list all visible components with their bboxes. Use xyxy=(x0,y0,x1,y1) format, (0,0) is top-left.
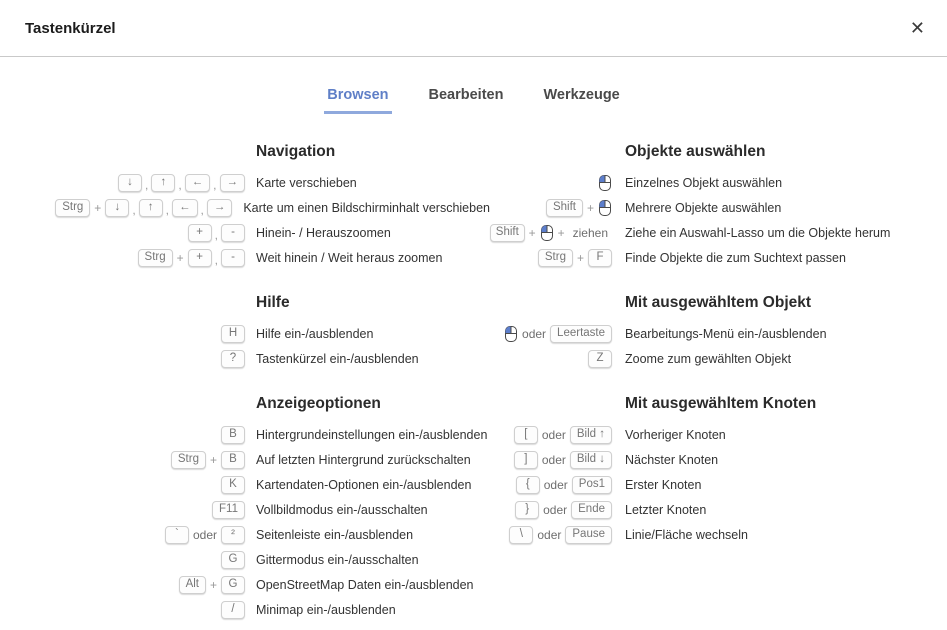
shortcut-row xyxy=(490,220,947,245)
keys-cell xyxy=(490,175,612,191)
keycap: Shift xyxy=(490,224,525,242)
keycap: ↑ xyxy=(139,199,163,217)
shortcut-label: Minimap ein-/ausblenden xyxy=(256,602,396,617)
keycap: Ende xyxy=(571,501,612,519)
separator: + xyxy=(586,200,594,215)
shortcut-label: Letzter Knoten xyxy=(625,502,707,517)
tab-browsen[interactable]: Browsen xyxy=(324,87,391,114)
shortcut-label: Einzelnes Objekt auswählen xyxy=(625,175,783,190)
shortcut-label: Hintergrundeinstellungen ein-/ausblenden xyxy=(256,427,488,442)
shortcut-row xyxy=(490,422,947,447)
keycap: + xyxy=(188,224,212,242)
separator: , xyxy=(165,202,169,217)
keys-cell xyxy=(0,426,245,444)
separator: + xyxy=(557,225,565,240)
separator: , xyxy=(214,252,218,267)
keys-cell xyxy=(490,426,612,444)
keys-cell xyxy=(490,476,612,494)
separator: + xyxy=(576,250,584,265)
shortcut-row xyxy=(0,547,490,572)
shortcut-label: Ziehe ein Auswahl-Lasso um die Objekte herum xyxy=(625,225,891,240)
separator: + xyxy=(94,200,102,215)
shortcut-label: Bearbeitungs-Menü ein-/ausblenden xyxy=(625,326,827,341)
section-anzeigeoptionen xyxy=(0,391,490,622)
shortcut-row xyxy=(490,447,947,472)
keycap: Strg xyxy=(171,451,206,469)
keycap: B xyxy=(221,426,245,444)
keys-cell xyxy=(490,350,612,368)
separator: , xyxy=(144,177,149,192)
separator: , xyxy=(132,202,136,217)
keycap: } xyxy=(515,501,539,519)
keys-cell xyxy=(0,476,245,494)
keycap: F xyxy=(588,249,612,267)
shortcut-row xyxy=(0,422,490,447)
separator: + xyxy=(209,452,217,467)
keycap: ← xyxy=(172,199,198,217)
shortcut-label: Hilfe ein-/ausblenden xyxy=(256,326,374,341)
shortcut-label: Linie/Fläche wechseln xyxy=(625,527,748,542)
keys-cell xyxy=(490,224,612,242)
shortcut-row xyxy=(490,321,947,346)
section-hilfe xyxy=(0,290,490,371)
keys-cell xyxy=(0,501,245,519)
keycap: ↑ xyxy=(151,174,175,192)
section-navigation xyxy=(0,139,490,270)
shortcut-row xyxy=(0,447,490,472)
dialog-header xyxy=(0,0,947,57)
separator: + xyxy=(528,225,536,240)
shortcuts-columns xyxy=(0,139,947,630)
keycap: + xyxy=(188,249,212,267)
shortcut-label: Seitenleiste ein-/ausblenden xyxy=(256,527,414,542)
keycap: ] xyxy=(514,451,538,469)
section-objekte-ausw-hlen xyxy=(490,139,947,270)
shortcut-row xyxy=(0,497,490,522)
mouse-icon xyxy=(599,200,611,216)
keycap: Pause xyxy=(565,526,612,544)
keycap: \ xyxy=(509,526,533,544)
shortcut-label: Vorheriger Knoten xyxy=(625,427,726,442)
keycap: ` xyxy=(165,526,189,544)
tab-bearbeiten[interactable]: Bearbeiten xyxy=(426,87,507,114)
keys-cell xyxy=(490,325,612,343)
keycap: Strg xyxy=(138,249,173,267)
shortcut-row xyxy=(0,170,490,195)
keycap: [ xyxy=(514,426,538,444)
keys-cell xyxy=(0,451,245,469)
keycap: Leertaste xyxy=(550,325,612,343)
connector-text: ziehen xyxy=(572,225,608,240)
shortcut-label: Nächster Knoten xyxy=(625,452,719,467)
shortcut-row xyxy=(0,472,490,497)
shortcut-row xyxy=(490,195,947,220)
separator: , xyxy=(213,177,217,192)
shortcut-row xyxy=(0,597,490,622)
keycap: ↓ xyxy=(105,199,129,217)
shortcut-row xyxy=(0,346,490,371)
keycap: G xyxy=(221,576,245,594)
section-heading: Mit ausgewähltem Knoten xyxy=(625,395,817,412)
column-left xyxy=(0,139,490,630)
section-heading: Objekte auswählen xyxy=(625,143,766,160)
mouse-icon xyxy=(599,175,611,191)
keycap: B xyxy=(221,451,245,469)
connector-text: oder xyxy=(543,477,568,492)
separator: , xyxy=(200,202,204,217)
shortcut-label: Erster Knoten xyxy=(625,477,702,492)
keycap: / xyxy=(221,601,245,619)
connector-text: oder xyxy=(537,527,562,542)
section-mit-ausgew-hltem-objekt xyxy=(490,290,947,371)
separator: + xyxy=(209,577,217,592)
separator: + xyxy=(176,250,184,265)
keycap: ↓ xyxy=(118,174,142,192)
keycap: Pos1 xyxy=(572,476,612,494)
keys-cell xyxy=(490,451,612,469)
keycap: Bild ↓ xyxy=(570,451,612,469)
section-heading: Mit ausgewähltem Objekt xyxy=(625,294,812,311)
dialog-title: Tastenkürzel xyxy=(25,19,116,37)
shortcut-label: Zoome zum gewählten Objekt xyxy=(625,351,792,366)
shortcut-row xyxy=(490,522,947,547)
keycap: Z xyxy=(588,350,612,368)
mouse-icon xyxy=(505,326,517,342)
close-icon[interactable]: ✕ xyxy=(906,15,929,41)
keycap: - xyxy=(221,224,245,242)
keys-cell xyxy=(0,526,245,544)
tab-bar xyxy=(0,87,947,114)
keycap: F11 xyxy=(212,501,245,519)
mouse-icon xyxy=(541,225,553,241)
shortcut-label: Mehrere Objekte auswählen xyxy=(625,200,782,215)
keycap: Strg xyxy=(538,249,573,267)
shortcut-row xyxy=(0,321,490,346)
keys-cell xyxy=(0,576,245,594)
keys-cell xyxy=(490,199,612,217)
connector-text: oder xyxy=(522,326,547,341)
keycap: → xyxy=(207,199,233,217)
shortcut-row xyxy=(0,195,490,220)
shortcut-label: OpenStreetMap Daten ein-/ausblenden xyxy=(256,577,474,592)
keycap: ² xyxy=(221,526,245,544)
shortcut-row xyxy=(0,245,490,270)
keycap: Bild ↑ xyxy=(570,426,612,444)
separator: , xyxy=(214,227,218,242)
section-heading: Anzeigeoptionen xyxy=(256,395,381,412)
separator: , xyxy=(178,177,182,192)
keys-cell xyxy=(490,501,612,519)
shortcut-row xyxy=(490,472,947,497)
keycap: Strg xyxy=(55,199,90,217)
keys-cell xyxy=(0,551,245,569)
connector-text: oder xyxy=(543,502,568,517)
tab-werkzeuge[interactable]: Werkzeuge xyxy=(540,87,622,114)
column-right xyxy=(490,139,947,630)
connector-text: oder xyxy=(541,452,566,467)
keys-cell xyxy=(0,224,245,242)
keycap: → xyxy=(220,174,246,192)
section-heading: Navigation xyxy=(256,143,336,160)
shortcut-label: Auf letzten Hintergrund zurückschalten xyxy=(256,452,471,467)
keycap: Shift xyxy=(546,199,583,217)
keycap: ← xyxy=(185,174,211,192)
shortcut-label: Weit hinein / Weit heraus zoomen xyxy=(256,250,443,265)
shortcut-row xyxy=(490,245,947,270)
shortcut-row xyxy=(490,497,947,522)
keys-cell xyxy=(0,601,245,619)
keycap: H xyxy=(221,325,245,343)
section-mit-ausgew-hltem-knoten xyxy=(490,391,947,547)
keys-cell xyxy=(490,526,612,544)
connector-text: oder xyxy=(192,527,217,542)
shortcut-label: Karte um einen Bildschirminhalt verschieben xyxy=(243,200,490,215)
shortcut-row xyxy=(0,220,490,245)
shortcut-label: Tastenkürzel ein-/ausblenden xyxy=(256,351,419,366)
shortcut-label: Hinein- / Herauszoomen xyxy=(256,225,391,240)
shortcut-label: Vollbildmodus ein-/ausschalten xyxy=(256,502,428,517)
shortcut-label: Gittermodus ein-/ausschalten xyxy=(256,552,419,567)
shortcut-row xyxy=(0,522,490,547)
keycap: K xyxy=(221,476,245,494)
connector-text: oder xyxy=(541,427,566,442)
keycap: { xyxy=(516,476,540,494)
keys-cell xyxy=(0,174,245,192)
keys-cell xyxy=(0,199,232,217)
shortcut-label: Finde Objekte die zum Suchtext passen xyxy=(625,250,846,265)
keys-cell xyxy=(0,249,245,267)
shortcut-row xyxy=(0,572,490,597)
shortcut-row xyxy=(490,170,947,195)
shortcut-row xyxy=(490,346,947,371)
keys-cell xyxy=(490,249,612,267)
keycap: - xyxy=(221,249,245,267)
keycap: G xyxy=(221,551,245,569)
shortcut-label: Kartendaten-Optionen ein-/ausblenden xyxy=(256,477,472,492)
keys-cell xyxy=(0,350,245,368)
keycap: ? xyxy=(221,350,245,368)
keycap: Alt xyxy=(179,576,206,594)
keys-cell xyxy=(0,325,245,343)
section-heading: Hilfe xyxy=(256,294,290,311)
shortcut-label: Karte verschieben xyxy=(256,175,357,190)
